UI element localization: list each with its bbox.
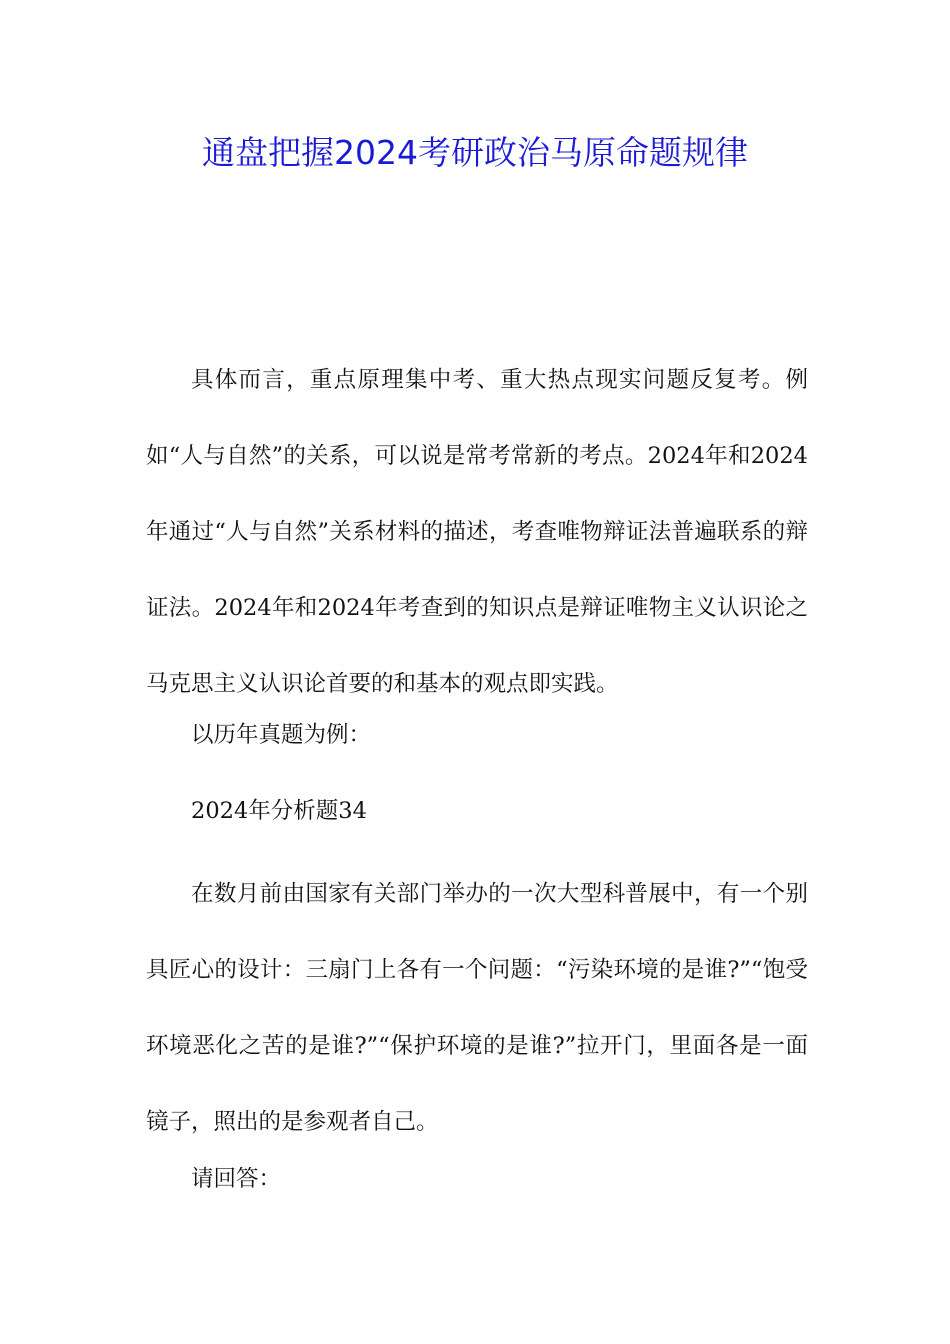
paragraph-key-principles: 具体而言，重点原理集中考、重大热点现实问题反复考。例如“人与自然”的关系，可以说是常考常新的考点。2024年和2024年通过“人与自然”关系材料的描述，考查唯物辩证法普遍联系的辩证法。2024年和2024年考查到的知识点是辩证唯物主义认识论之马克思主义认识论首要的和基本的观点即实践。 xyxy=(146,367,808,697)
paragraph-exhibition-material: 在数月前由国家有关部门举办的一次大型科普展中，有一个别具匠心的设计：三扇门上各有一个问题：“污染环境的是谁?”“饱受环境恶化之苦的是谁?”“保护环境的是谁?”拉开门，里面各是一面镜子，照出的是参观者自己。 xyxy=(146,881,808,1135)
document-title: 通盘把握2024考研政治马原命题规律 xyxy=(202,133,748,172)
paragraph-question-label: 2024年分析题34 xyxy=(191,798,367,824)
paragraph-please-answer: 请回答： xyxy=(191,1166,282,1192)
paragraph-examples-intro: 以历年真题为例： xyxy=(191,722,372,748)
